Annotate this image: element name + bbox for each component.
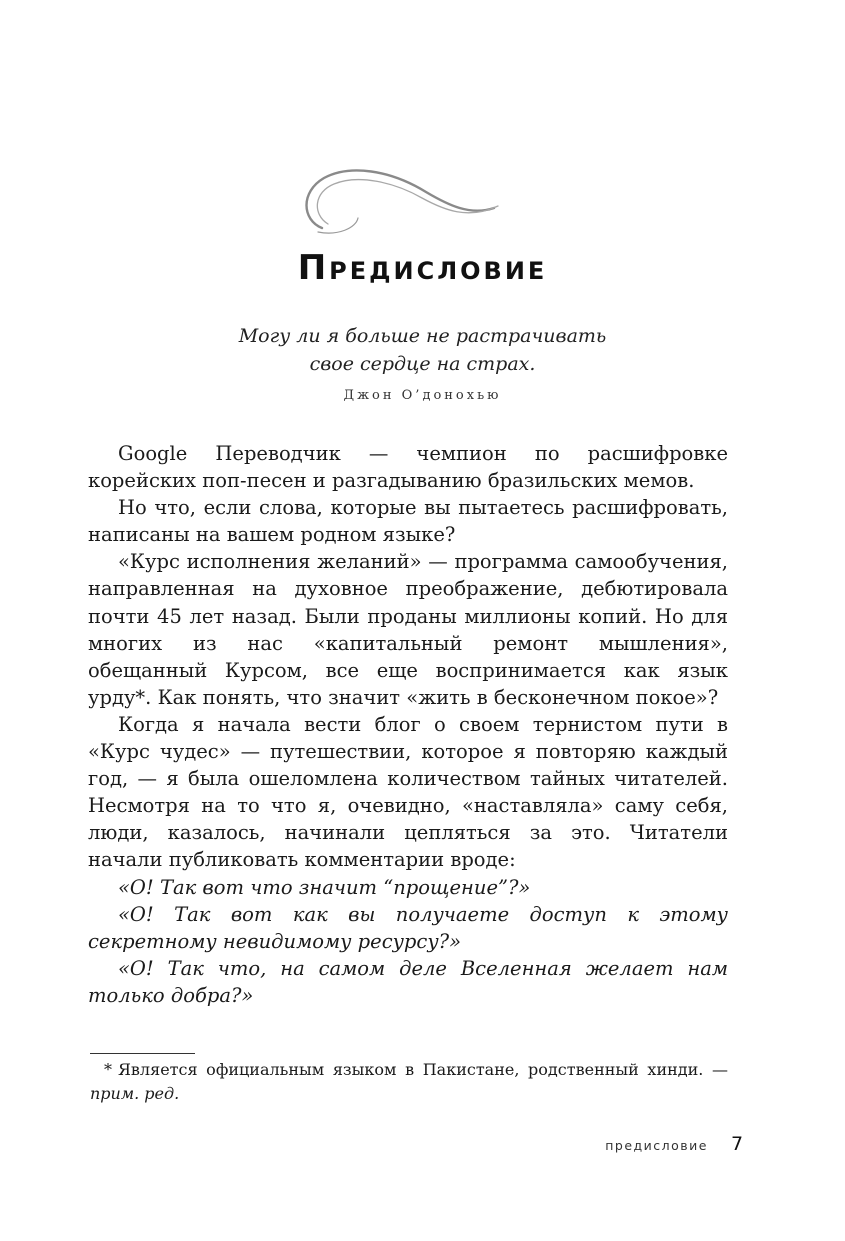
paragraph: Когда я начала вести блог о своем тернистом пути в «Курс чудес» — путешествии, которое я повторяю каждый год, — я была ошеломлена количеством тайных читателей. Несмотря на то что я, очевидно, «наставляла» саму себя, люди, казалось, начинали цепляться за это. Читатели начали публиковать комментарии вроде: bbox=[88, 712, 728, 872]
footnote bbox=[90, 1058, 728, 1106]
quote-paragraph: «О! Так вот как вы получаете доступ к этому секретному невидимому ресурсу?» bbox=[88, 902, 728, 953]
body-text bbox=[88, 440, 728, 1009]
paragraph: Google Переводчик — чемпион по расшифровке корейских поп-песен и разгадыванию бразильских мемов. bbox=[88, 442, 728, 493]
epigraph-author: Джон О’донохью bbox=[343, 388, 502, 403]
quote-paragraph: «О! Так что, на самом деле Вселенная желает нам только добра?» bbox=[88, 956, 728, 1007]
footnote-marker: * bbox=[104, 1060, 112, 1079]
quote-paragraph: «О! Так вот что значит “прощение”?» bbox=[118, 875, 531, 899]
running-head: предисловие bbox=[605, 1138, 708, 1153]
paragraph: «Курс исполнения желаний» — программа самообучения, направленная на духовное преображение, дебютировала почти 45 лет назад. Были проданы миллионы копий. Но для многих из нас «капитальный ремонт мышления», обещанный Курсом, все еще воспринимается как язык урду*. Как понять, что значит «жить в бесконечном покое»? bbox=[88, 550, 728, 709]
flourish-icon bbox=[298, 162, 504, 240]
epigraph-line: свое сердце на страх. bbox=[309, 353, 536, 375]
page-number: 7 bbox=[731, 1133, 744, 1155]
chapter-title: Предисловие bbox=[297, 248, 548, 288]
footnote-divider bbox=[90, 1053, 195, 1054]
footnote-text: Является официальным языком в Пакистане, родственный хинди. — bbox=[118, 1060, 728, 1079]
footnote-editor-note: прим. ред. bbox=[90, 1084, 180, 1103]
epigraph-line: Могу ли я больше не растрачивать bbox=[238, 325, 607, 347]
paragraph: Но что, если слова, которые вы пытаетесь расшифровать, написаны на вашем родном языке? bbox=[88, 496, 728, 547]
epigraph bbox=[0, 322, 845, 378]
